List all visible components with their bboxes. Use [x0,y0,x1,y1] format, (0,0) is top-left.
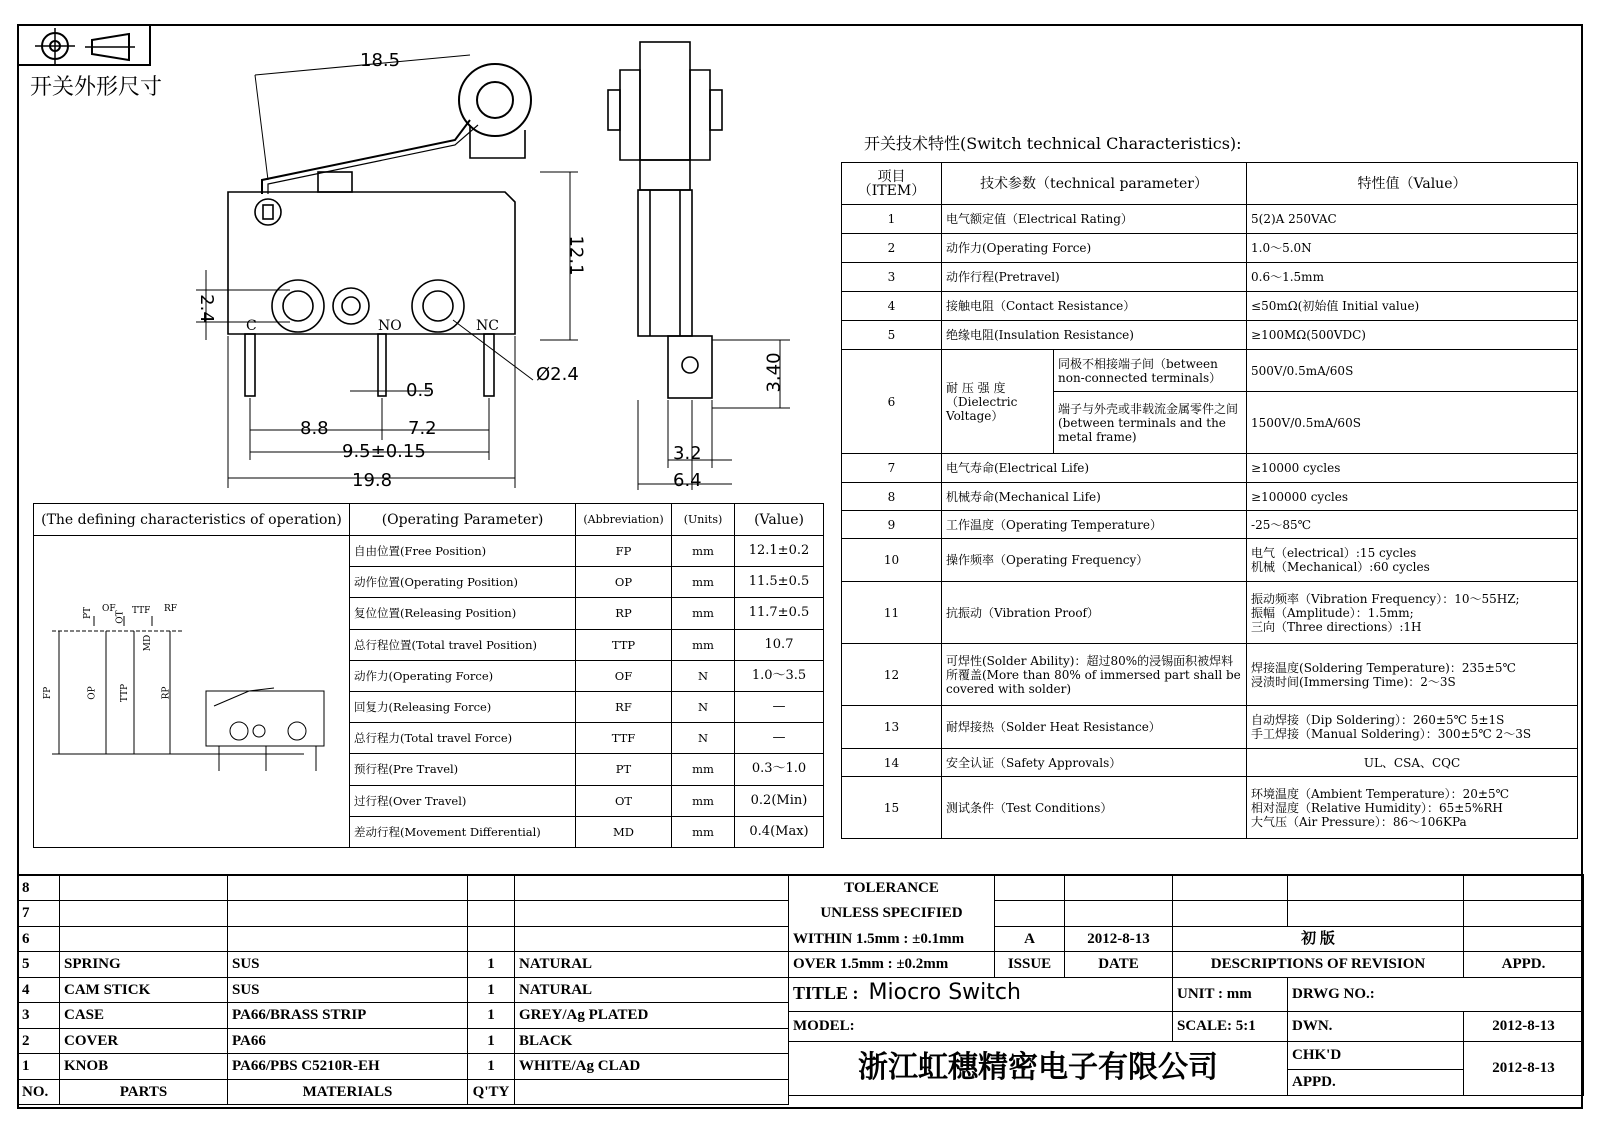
terminal-c-label: C [246,318,257,334]
op-value: 1.0～3.5 [735,660,824,691]
op-abbr: OP [576,567,672,598]
spec-item: 9 [842,511,942,539]
terminal-no-label: NO [378,318,402,334]
dim-terminal-width: 3.2 [673,443,702,464]
table-row [18,875,789,901]
spec-value: 5(2)A 250VAC [1247,205,1578,234]
op-value: 10.7 [735,629,824,660]
dim-hole-diameter: Ø2.4 [536,364,579,385]
scale-value: 5:1 [1235,1018,1256,1034]
spec-value: 电气（electrical）:15 cycles 机械（Mechanical）:60 cycles [1247,539,1578,582]
op-param: 复位位置(Releasing Position) [350,598,576,629]
op-unit: N [672,723,735,754]
op-table-header [34,504,824,536]
description-label: DESCRIPTIONS OF REVISION [1173,952,1464,978]
model-label: MODEL: [789,1011,1173,1041]
bom-note: NATURAL [515,977,789,1003]
dim-terminal-thickness: 0.5 [406,380,435,401]
table-row [34,536,824,567]
bom-no: 6 [18,926,60,952]
spec-item: 5 [842,321,942,350]
bom-note [515,875,789,901]
bom-material: PA66/BRASS STRIP [228,1003,468,1029]
bom-part: COVER [60,1028,228,1054]
dim-body-width: 6.4 [673,470,702,491]
bom-part [60,875,228,901]
diag-label-rp: RP [161,686,172,700]
bom-part: CAM STICK [60,977,228,1003]
table-row [842,539,1578,582]
spec-param: 电气额定值（Electrical Rating） [942,205,1247,234]
table-row [842,350,1578,392]
operation-diagram-cell [34,536,350,848]
table-row [18,1028,789,1054]
diag-label-fp: FP [43,686,54,700]
op-param: 总行程力(Total travel Force) [350,723,576,754]
spec-param: 动作行程(Pretravel) [942,263,1247,292]
op-unit: mm [672,754,735,785]
bom-material [228,926,468,952]
company-name: 浙江虹穗精密电子有限公司 [789,1041,1288,1095]
bom-no: 4 [18,977,60,1003]
spec-param-dielectric: 耐 压 强 度 （Dielectric Voltage） [942,350,1054,454]
spec-header-value: 特性值（Value） [1247,163,1578,205]
table-row [18,952,789,978]
op-abbr: MD [576,816,672,847]
operation-table [33,503,824,848]
table-row [842,511,1578,539]
dim-lever-length: 18.5 [360,50,401,71]
diag-label-of: OF [102,604,116,614]
table-row [18,1054,789,1080]
spec-header-param: 技术参数（technical parameter） [942,163,1247,205]
bom-no: 2 [18,1028,60,1054]
appd2-label: APPD. [1288,1069,1464,1095]
bom-header [18,1079,789,1105]
bom-part: KNOB [60,1054,228,1080]
bom-qty: 1 [468,1003,515,1029]
table-row [842,292,1578,321]
op-value: 12.1±0.2 [735,536,824,567]
revision-date: 2012-8-13 [1065,926,1173,952]
revision-issue: A [995,926,1065,952]
bom-material: SUS [228,977,468,1003]
spec-item: 12 [842,644,942,706]
unit-value: mm [1226,986,1252,1002]
bom-note [515,901,789,927]
spec-header-item: 项目 （ITEM） [842,163,942,205]
table-row [842,706,1578,749]
bom-material: PA66/PBS C5210R-EH [228,1054,468,1080]
terminal-nc-label: NC [476,318,499,334]
table-row [842,749,1578,777]
bom-material: PA66 [228,1028,468,1054]
bom-note: WHITE/Ag CLAD [515,1054,789,1080]
op-unit: mm [672,598,735,629]
op-abbr: PT [576,754,672,785]
op-unit: mm [672,567,735,598]
op-value: 0.3～1.0 [735,754,824,785]
op-abbr: OT [576,785,672,816]
spec-value: 500V/0.5mA/60S [1247,350,1578,392]
dim-terminal-length: 3.40 [763,352,785,393]
title-cell [789,977,1173,1011]
tolerance-within: WITHIN 1.5mm : ±0.1mm [789,926,995,952]
spec-value: ≥100MΩ(500VDC) [1247,321,1578,350]
bom-material: SUS [228,952,468,978]
dwn-date: 2012-8-13 [1464,1011,1584,1041]
spec-value: 焊接温度(Soldering Temperature)：235±5℃ 浸渍时间(Immersing Time)：2～3S [1247,644,1578,706]
bom-no: 8 [18,875,60,901]
op-param: 预行程(Pre Travel) [350,754,576,785]
spec-param: 工作温度（Operating Temperature） [942,511,1247,539]
op-param: 自由位置(Free Position) [350,536,576,567]
op-value: — [735,723,824,754]
op-abbr: TTF [576,723,672,754]
unit-label: UNIT : [1177,986,1227,1002]
op-abbr: RP [576,598,672,629]
drawing-title: 开关外形尺寸 [30,75,163,100]
bom-qty [468,926,515,952]
scale-label: SCALE: [1177,1018,1233,1034]
table-row [18,926,789,952]
diag-label-op: OP [87,686,98,700]
table-row [18,901,789,927]
op-value: 0.4(Max) [735,816,824,847]
tolerance-label: TOLERANCE [789,875,995,901]
bom-qty: 1 [468,952,515,978]
spec-table [841,162,1578,839]
spec-item: 10 [842,539,942,582]
spec-item: 7 [842,454,942,483]
bom-part: SPRING [60,952,228,978]
bom-note: NATURAL [515,952,789,978]
table-row [842,263,1578,292]
spec-value: 0.6～1.5mm [1247,263,1578,292]
spec-item: 4 [842,292,942,321]
op-value: 0.2(Min) [735,785,824,816]
op-unit: N [672,660,735,691]
spec-item: 15 [842,777,942,839]
op-header-value: (Value) [735,504,824,536]
diag-label-ot: OT [115,610,126,624]
bom-qty [468,901,515,927]
spec-item: 2 [842,234,942,263]
date-label: DATE [1065,952,1173,978]
op-param: 总行程位置(Total travel Position) [350,629,576,660]
spec-param: 抗振动（Vibration Proof） [942,582,1247,644]
op-param: 差动行程(Movement Differential) [350,816,576,847]
spec-item: 13 [842,706,942,749]
spec-param: 耐焊接热（Solder Heat Resistance） [942,706,1247,749]
spec-sub-param: 同极不相接端子间（between non-connected terminals） [1054,350,1247,392]
op-param: 动作力(Operating Force) [350,660,576,691]
op-header-characteristics: (The defining characteristics of operation) [34,504,350,536]
bom-note: BLACK [515,1028,789,1054]
op-unit: mm [672,785,735,816]
spec-param: 安全认证（Safety Approvals） [942,749,1247,777]
table-row [18,977,789,1003]
bom-qty [468,875,515,901]
dim-pitch-left: 8.8 [300,418,329,439]
op-abbr: FP [576,536,672,567]
bom-note: GREY/Ag PLATED [515,1003,789,1029]
spec-param: 可焊性(Solder Ability)：超过80%的浸锡面积被焊料所覆盖(More than 80% of immersed part shall be covered with solder) [942,644,1247,706]
unit-cell [1173,977,1288,1011]
op-value: 11.5±0.5 [735,567,824,598]
spec-value: ≥10000 cycles [1247,454,1578,483]
table-row [18,1003,789,1029]
spec-value: ≥100000 cycles [1247,483,1578,511]
tolerance-over: OVER 1.5mm : ±0.2mm [789,952,995,978]
spec-param: 机械寿命(Mechanical Life) [942,483,1247,511]
op-value: 11.7±0.5 [735,598,824,629]
op-abbr: RF [576,691,672,722]
dim-pitch-right: 7.2 [408,418,437,439]
op-abbr: OF [576,660,672,691]
dim-pitch-total: 9.5±0.15 [342,441,426,462]
bom-qty: 1 [468,1028,515,1054]
bom-qty: 1 [468,977,515,1003]
op-param: 回复力(Releasing Force) [350,691,576,722]
bom-no: 7 [18,901,60,927]
bom-note [515,926,789,952]
chkd-date: 2012-8-13 [1464,1041,1584,1095]
scale-cell [1173,1011,1288,1041]
bom-part [60,901,228,927]
table-row [842,205,1578,234]
spec-item: 1 [842,205,942,234]
spec-item: 8 [842,483,942,511]
op-unit: mm [672,629,735,660]
bom-material [228,875,468,901]
spec-param: 绝缘电阻(Insulation Resistance) [942,321,1247,350]
table-row [842,777,1578,839]
table-row [842,483,1578,511]
spec-value: 1.0～5.0N [1247,234,1578,263]
spec-item: 6 [842,350,942,454]
spec-sub-param: 端子与外壳或非载流金属零件之间(between terminals and the metal frame) [1054,392,1247,454]
drwg-no-label: DRWG NO.: [1288,977,1584,1011]
title-label: TITLE : [793,983,859,1003]
switch-body-outline [228,192,515,334]
bom-table [17,874,789,1105]
spec-param: 电气寿命(Electrical Life) [942,454,1247,483]
title-value: Miocro Switch [868,980,1021,1005]
bom-no: 5 [18,952,60,978]
dim-body-height: 12.1 [565,235,587,276]
operation-diagram [34,536,348,844]
diag-label-ttf: TTF [132,606,151,616]
spec-header [842,163,1578,205]
title-block [788,874,1584,1096]
spec-value: 1500V/0.5mA/60S [1247,392,1578,454]
bom-qty: 1 [468,1054,515,1080]
spec-title: 开关技术特性(Switch technical Characteristics): [864,134,1242,153]
op-unit: mm [672,536,735,567]
dwn-label: DWN. [1288,1011,1464,1041]
spec-item: 11 [842,582,942,644]
chkd-label: CHK'D [1288,1041,1464,1069]
table-row [842,321,1578,350]
diag-label-md: MD [143,634,154,652]
spec-value: -25～85℃ [1247,511,1578,539]
dim-hole-offset: 2.4 [195,294,217,323]
diag-label-pt: PT [83,606,94,620]
bom-header-materials: MATERIALS [228,1079,468,1105]
spec-value: 自动焊接（Dip Soldering）：260±5℃ 5±1S 手工焊接（Manual Soldering）：300±5℃ 2～3S [1247,706,1578,749]
bom-part: CASE [60,1003,228,1029]
diag-label-rf: RF [164,604,178,614]
bom-header-no: NO. [18,1079,60,1105]
bom-no: 3 [18,1003,60,1029]
op-abbr: TTP [576,629,672,660]
appd-label: APPD. [1464,952,1584,978]
bom-part [60,926,228,952]
table-row [842,644,1578,706]
spec-value: UL、CSA、CQC [1247,749,1578,777]
op-param: 动作位置(Operating Position) [350,567,576,598]
table-row [842,454,1578,483]
spec-item: 3 [842,263,942,292]
table-row [842,582,1578,644]
tolerance-unless: UNLESS SPECIFIED [789,901,995,927]
bom-no: 1 [18,1054,60,1080]
spec-item: 14 [842,749,942,777]
bom-header-qty: Q'TY [468,1079,515,1105]
bom-material [228,901,468,927]
op-value: — [735,691,824,722]
bom-header-parts: PARTS [60,1079,228,1105]
op-unit: mm [672,816,735,847]
revision-description: 初 版 [1173,926,1464,952]
spec-value: 振动频率（Vibration Frequency）：10～55HZ; 振幅（Amplitude）：1.5mm; 三向（Three directions）:1H [1247,582,1578,644]
issue-label: ISSUE [995,952,1065,978]
spec-param: 测试条件（Test Conditions） [942,777,1247,839]
spec-param: 接触电阻（Contact Resistance） [942,292,1247,321]
spec-param: 操作频率（Operating Frequency） [942,539,1247,582]
spec-value: 环境温度（Ambient Temperature）：20±5℃ 相对湿度（Relative Humidity）：65±5%RH 大气压（Air Pressure）：86～106KPa [1247,777,1578,839]
op-param: 过行程(Over Travel) [350,785,576,816]
spec-param: 动作力(Operating Force) [942,234,1247,263]
dim-body-length: 19.8 [352,470,393,491]
diag-label-ttp: TTP [120,683,131,703]
table-row [842,234,1578,263]
op-header-units: (Units) [672,504,735,536]
op-header-abbr: (Abbreviation) [576,504,672,536]
op-unit: N [672,691,735,722]
spec-value: ≤50mΩ(初始值 Initial value) [1247,292,1578,321]
op-header-parameter: (Operating Parameter) [350,504,576,536]
